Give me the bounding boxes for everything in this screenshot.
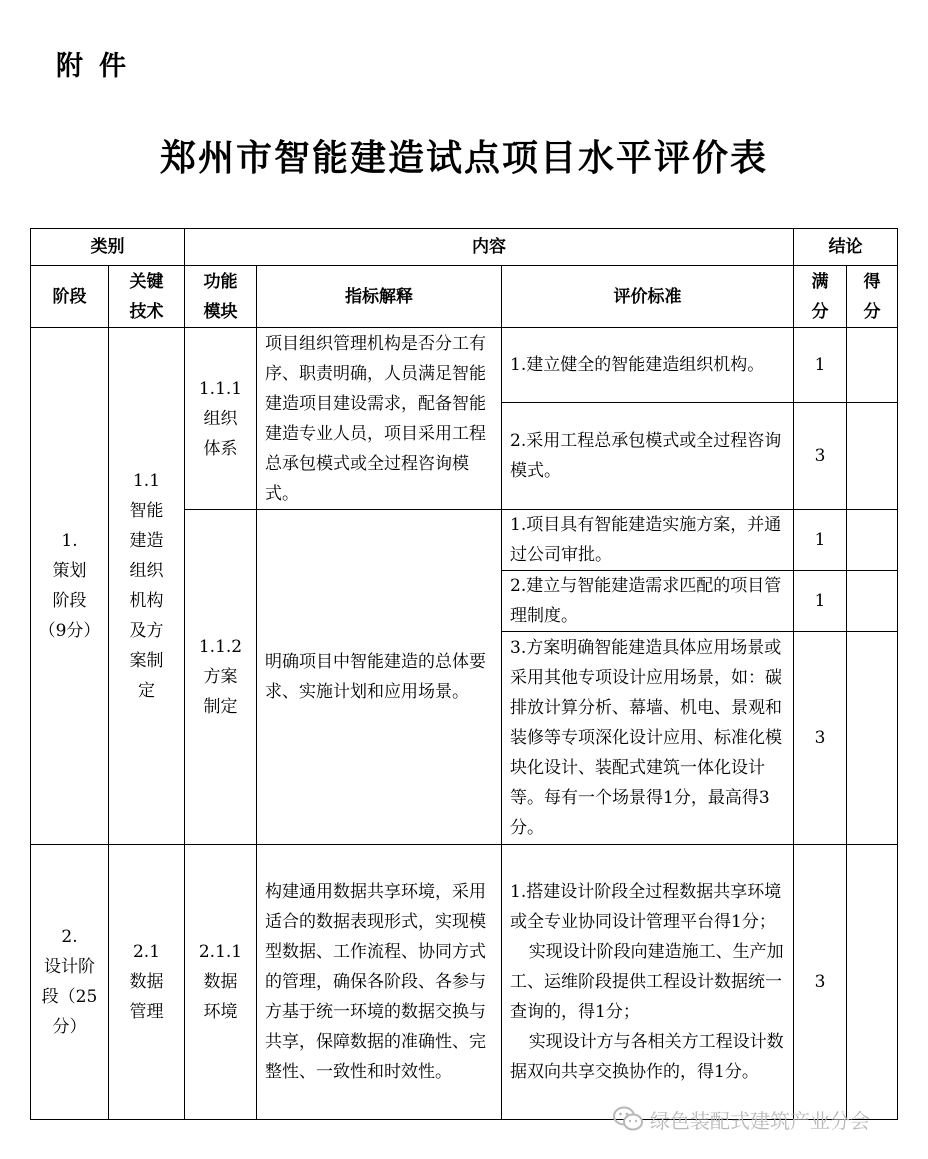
- score-cell[interactable]: [847, 571, 898, 632]
- score-cell[interactable]: [847, 328, 898, 403]
- header-full-score: 满 分: [794, 266, 847, 328]
- module-1-1-1-cell: 1.1.1 组织 体系: [185, 328, 257, 510]
- key-tech-2-1-cell: 2.1 数据 管理: [109, 845, 185, 1120]
- watermark: [612, 1101, 870, 1137]
- full-score-cell: 1: [794, 510, 847, 571]
- header-key-tech: 关键 技术: [109, 266, 185, 328]
- criteria-cell: 2.建立与智能建造需求匹配的项目管理制度。: [502, 571, 794, 632]
- header-score: 得 分: [847, 266, 898, 328]
- indicator-1-1-2-cell: 明确项目中智能建造的总体要求、实施计划和应用场景。: [257, 510, 502, 845]
- header-module: 功能 模块: [185, 266, 257, 328]
- header-row-2: [31, 266, 898, 328]
- criteria-part: 实现设计阶段向建造施工、生产加工、运维阶段提供工程设计数据统一查询的，得1分；: [510, 942, 784, 1022]
- wechat-icon: [612, 1105, 644, 1133]
- table-row: [31, 328, 898, 403]
- full-score-cell: 3: [794, 632, 847, 845]
- criteria-cell: 2.采用工程总承包模式或全过程咨询模式。: [502, 403, 794, 510]
- evaluation-table: [30, 228, 898, 1120]
- stage-1-cell: 1. 策划 阶段 （9分）: [31, 328, 109, 845]
- criteria-part: 1.搭建设计阶段全过程数据共享环境或全专业协同设计管理平台得1分；: [510, 882, 782, 932]
- module-1-1-2-cell: 1.1.2 方案 制定: [185, 510, 257, 845]
- table-row: [31, 845, 898, 1120]
- header-row-1: [31, 229, 898, 266]
- criteria-part: 实现设计方与各相关方工程设计数据双向共享交换协作的，得1分。: [510, 1032, 784, 1082]
- score-cell[interactable]: [847, 510, 898, 571]
- full-score-cell: 1: [794, 571, 847, 632]
- watermark-text: 绿色装配式建筑产业分会: [650, 1108, 870, 1133]
- score-cell[interactable]: [847, 845, 898, 1120]
- full-score-cell: 3: [794, 403, 847, 510]
- header-stage: 阶段: [31, 266, 109, 328]
- header-conclusion: 结论: [794, 229, 898, 266]
- stage-2-cell: 2. 设计阶 段（25 分）: [31, 845, 109, 1120]
- page-title: 郑州市智能建造试点项目水平评价表: [159, 138, 768, 179]
- score-cell[interactable]: [847, 403, 898, 510]
- criteria-cell: 1.项目具有智能建造实施方案，并通过公司审批。: [502, 510, 794, 571]
- attachment-label: 附件: [56, 51, 142, 82]
- header-category: 类别: [31, 229, 185, 266]
- criteria-cell: 3.方案明确智能建造具体应用场景或采用其他专项设计应用场景，如：碳排放计算分析、幕墙、机电、景观和装修等专项深化设计应用、标准化模块化设计、装配式建筑一体化设计等。每有一个场景得1分，最高得3分。: [502, 632, 794, 845]
- full-score-cell: 1: [794, 328, 847, 403]
- header-content: 内容: [185, 229, 794, 266]
- criteria-cell: 1.建立健全的智能建造组织机构。: [502, 328, 794, 403]
- indicator-2-1-1-cell: 构建通用数据共享环境，采用适合的数据表现形式，实现模型数据、工作流程、协同方式的管理，确保各阶段、各参与方基于统一环境的数据交换与共享，保障数据的准确性、完整性、一致性和时效性。: [257, 845, 502, 1120]
- full-score-cell: 3: [794, 845, 847, 1120]
- header-indicator: 指标解释: [257, 266, 502, 328]
- indicator-1-1-1-cell: 项目组织管理机构是否分工有序、职责明确，人员满足智能建造项目建设需求，配备智能建造专业人员，项目采用工程总承包模式或全过程咨询模式。: [257, 328, 502, 510]
- key-tech-1-1-cell: 1.1 智能 建造 组织 机构 及方 案制 定: [109, 328, 185, 845]
- criteria-cell: [502, 845, 794, 1120]
- module-2-1-1-cell: 2.1.1 数据 环境: [185, 845, 257, 1120]
- header-criteria: 评价标准: [502, 266, 794, 328]
- score-cell[interactable]: [847, 632, 898, 845]
